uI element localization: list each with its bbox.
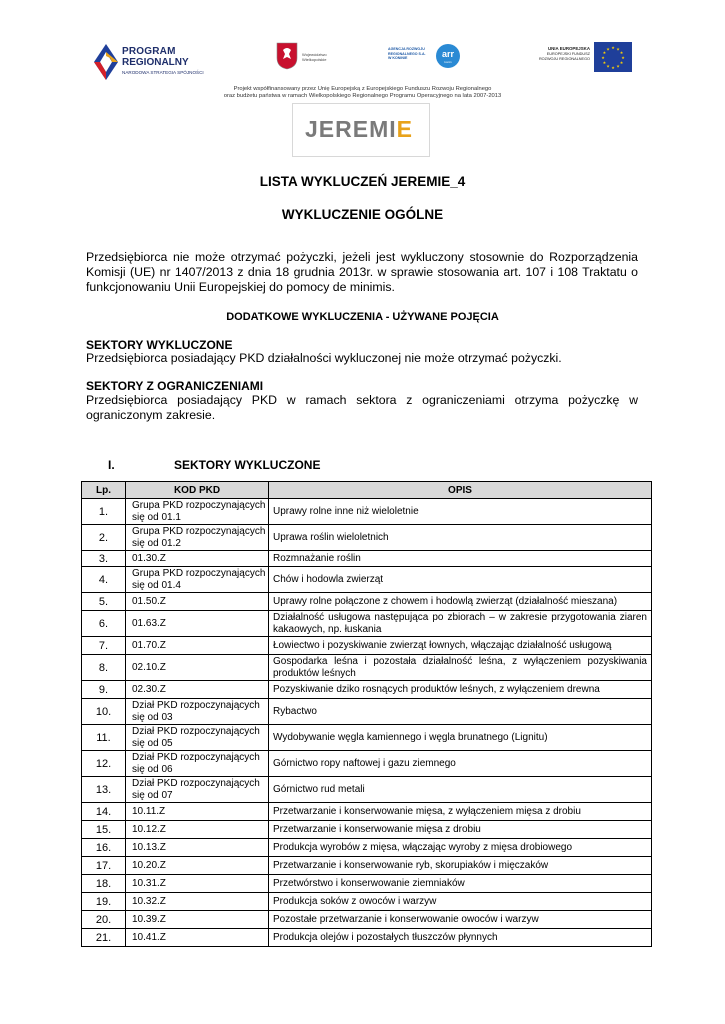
- eu-label: [520, 46, 590, 62]
- svg-text:★: ★: [602, 50, 607, 55]
- table-row: [82, 821, 652, 839]
- arr-sub-label: konin: [444, 60, 452, 64]
- row-lp: 2.: [82, 525, 126, 551]
- row-opis: Pozyskiwanie dziko rosnących produktów leśnych, z wyłączeniem drewna: [269, 681, 652, 699]
- row-opis: Rybactwo: [269, 699, 652, 725]
- row-opis: Przetwórstwo i konserwowanie ziemniaków: [269, 875, 652, 893]
- agencja-rozwoju-label: AGENCJA ROZWOJU REGIONALNEGO S.A. W KONINIE: [388, 47, 426, 61]
- excluded-sectors-text: Przedsiębiorca posiadający PKD działalności wykluczonej nie może otrzymać pożyczki.: [86, 351, 562, 365]
- row-lp: 6.: [82, 611, 126, 637]
- table-row: [82, 911, 652, 929]
- row-kod: 01.30.Z: [126, 551, 269, 567]
- table-row: [82, 875, 652, 893]
- svg-text:★: ★: [606, 46, 610, 52]
- svg-text:★: ★: [619, 60, 624, 65]
- row-lp: 17.: [82, 857, 126, 875]
- svg-text:★: ★: [606, 63, 610, 69]
- svg-text:★: ★: [611, 45, 615, 50]
- section-number: I.: [108, 458, 115, 472]
- arr-logo: [436, 44, 460, 68]
- row-opis: Gospodarka leśna i pozostała działalność leśna, z wyłączeniem pozyskiwania produktów leśnych: [269, 655, 652, 681]
- row-opis: Pozostałe przetwarzanie i konserwowanie owoców i warzyw: [269, 911, 652, 929]
- row-kod: Grupa PKD rozpoczynających się od 01.4: [126, 567, 269, 593]
- excluded-sectors-table: [81, 481, 652, 947]
- restricted-sectors-text: Przedsiębiorca posiadający PKD w ramach sektora z ograniczeniami otrzyma pożyczkę w ograniczonym zakresie.: [86, 393, 638, 423]
- jeremie-wordmark-e: E: [396, 116, 413, 142]
- row-opis: Przetwarzanie i konserwowanie mięsa, z wyłączeniem mięsa z drobiu: [269, 803, 652, 821]
- row-lp: 20.: [82, 911, 126, 929]
- table-row: [82, 777, 652, 803]
- table-row: [82, 699, 652, 725]
- row-lp: 11.: [82, 725, 126, 751]
- regionalny-label: REGIONALNY: [122, 57, 189, 68]
- row-kod: 10.12.Z: [126, 821, 269, 839]
- intro-paragraph: Przedsiębiorca nie może otrzymać pożyczki, jeżeli jest wykluczony stosownie do Rozporządzenia Komisji (UE) nr 1407/2013 z dnia 18 grudnia 2013r. w sprawie stosowania art. 107 i 108 Traktatu o funkcjonowaniu Unii Europejskiej do pomocy de minimis.: [86, 250, 638, 295]
- row-kod: Dział PKD rozpoczynających się od 07: [126, 777, 269, 803]
- row-opis: Produkcja soków z owoców i warzyw: [269, 893, 652, 911]
- row-opis: Chów i hodowla zwierząt: [269, 567, 652, 593]
- row-kod: 02.30.Z: [126, 681, 269, 699]
- excluded-sectors-heading: SEKTORY WYKLUCZONE: [86, 338, 233, 352]
- jeremie-logo: [292, 103, 430, 157]
- svg-text:★: ★: [616, 63, 620, 69]
- arr-label: arr: [441, 49, 454, 59]
- header-lp: Lp.: [82, 482, 126, 499]
- row-opis: Górnictwo ropy naftowej i gazu ziemnego: [269, 751, 652, 777]
- row-opis: Górnictwo rud metali: [269, 777, 652, 803]
- row-kod: 10.41.Z: [126, 929, 269, 947]
- wielkopolskie-label: Województwo Wielkopolskie: [302, 52, 327, 62]
- row-lp: 8.: [82, 655, 126, 681]
- row-opis: Produkcja wyrobów z mięsa, włączając wyroby z mięsa drobiowego: [269, 839, 652, 857]
- row-opis: Rozmnażanie roślin: [269, 551, 652, 567]
- row-kod: Dział PKD rozpoczynających się od 05: [126, 725, 269, 751]
- row-opis: Działalność usługowa następująca po zbiorach – w zakresie przygotowania ziaren kakaowych, np. łuskania: [269, 611, 652, 637]
- row-kod: Grupa PKD rozpoczynających się od 01.2: [126, 525, 269, 551]
- row-opis: Przetwarzanie i konserwowanie ryb, skorupiaków i mięczaków: [269, 857, 652, 875]
- jeremie-wordmark-main: JEREMI: [305, 116, 397, 142]
- table-row: [82, 611, 652, 637]
- row-lp: 13.: [82, 777, 126, 803]
- program-label: PROGRAM: [122, 46, 176, 57]
- row-kod: 10.13.Z: [126, 839, 269, 857]
- row-lp: 18.: [82, 875, 126, 893]
- restricted-sectors-heading: SEKTORY Z OGRANICZENIAMI: [86, 379, 264, 393]
- row-lp: 12.: [82, 751, 126, 777]
- table-row: [82, 893, 652, 911]
- strategy-label: NARODOWA STRATEGIA SPÓJNOŚCI: [122, 70, 204, 75]
- row-kod: Dział PKD rozpoczynających się od 03: [126, 699, 269, 725]
- table-row: [82, 525, 652, 551]
- row-lp: 3.: [82, 551, 126, 567]
- program-regionalny-emblem-icon: [92, 42, 120, 82]
- table-row: [82, 803, 652, 821]
- row-lp: 5.: [82, 593, 126, 611]
- coat-of-arms-icon: [276, 42, 298, 70]
- row-lp: 19.: [82, 893, 126, 911]
- row-kod: 01.63.Z: [126, 611, 269, 637]
- row-kod: 10.11.Z: [126, 803, 269, 821]
- row-opis: Uprawy rolne połączone z chowem i hodowlą zwierząt (działalność mieszana): [269, 593, 652, 611]
- row-kod: 10.31.Z: [126, 875, 269, 893]
- jeremie-wordmark: [305, 116, 413, 143]
- header-kod: KOD PKD: [126, 482, 269, 499]
- table-row: [82, 839, 652, 857]
- row-lp: 7.: [82, 637, 126, 655]
- row-opis: Przetwarzanie i konserwowanie mięsa z drobiu: [269, 821, 652, 839]
- row-lp: 4.: [82, 567, 126, 593]
- additional-exclusions-heading: DODATKOWE WYKLUCZENIA - UŻYWANE POJĘCIA: [226, 311, 499, 323]
- svg-text:★: ★: [616, 46, 620, 52]
- eu-logo: [530, 42, 634, 74]
- table-row: [82, 751, 652, 777]
- row-kod: 01.50.Z: [126, 593, 269, 611]
- table-row: [82, 681, 652, 699]
- row-opis: Wydobywanie węgla kamiennego i węgla brunatnego (Lignitu): [269, 725, 652, 751]
- row-opis: Produkcja olejów i pozostałych tłuszczów płynnych: [269, 929, 652, 947]
- svg-text:★: ★: [619, 50, 624, 55]
- funding-note-line2: oraz budżetu państwa w ramach Wielkopolskiego Regionalnego Programu Operacyjnego na lata 2007-2013: [223, 93, 502, 99]
- row-kod: 02.10.Z: [126, 655, 269, 681]
- eu-label-rest: EUROPEJSKI FUNDUSZ ROZWOJU REGIONALNEGO: [538, 52, 590, 61]
- table-header-row: [82, 482, 652, 499]
- table-row: [82, 551, 652, 567]
- table-row: [82, 929, 652, 947]
- table-row: [82, 593, 652, 611]
- header-opis: OPIS: [269, 482, 652, 499]
- row-lp: 21.: [82, 929, 126, 947]
- table-row: [82, 637, 652, 655]
- row-opis: Uprawa roślin wieloletnich: [269, 525, 652, 551]
- eu-flag-icon: [594, 42, 632, 72]
- row-kod: Dział PKD rozpoczynających się od 06: [126, 751, 269, 777]
- row-lp: 14.: [82, 803, 126, 821]
- svg-text:★: ★: [621, 55, 625, 60]
- row-kod: 10.32.Z: [126, 893, 269, 911]
- table-row: [82, 725, 652, 751]
- row-opis: Uprawy rolne inne niż wieloletnie: [269, 499, 652, 525]
- document-subtitle: WYKLUCZENIE OGÓLNE: [281, 207, 444, 222]
- row-lp: 15.: [82, 821, 126, 839]
- row-kod: 10.39.Z: [126, 911, 269, 929]
- svg-text:★: ★: [611, 65, 615, 70]
- table-row: [82, 655, 652, 681]
- row-lp: 1.: [82, 499, 126, 525]
- table-row: [82, 857, 652, 875]
- table-row: [82, 567, 652, 593]
- row-lp: 16.: [82, 839, 126, 857]
- document-title: LISTA WYKLUCZEŃ JEREMIE_4: [259, 174, 466, 189]
- table-row: [82, 499, 652, 525]
- row-lp: 9.: [82, 681, 126, 699]
- svg-text:★: ★: [602, 60, 607, 65]
- row-opis: Łowiectwo i pozyskiwanie zwierząt łownych, włączając działalność usługową: [269, 637, 652, 655]
- eu-label-bold: UNIA EUROPEJSKA: [547, 46, 590, 51]
- row-lp: 10.: [82, 699, 126, 725]
- row-kod: 10.20.Z: [126, 857, 269, 875]
- funding-note-line1: Projekt współfinansowany przez Unię Europejską z Europejskiego Funduszu Rozwoju Regionalnego: [233, 86, 492, 92]
- program-regionalny-logo: [92, 42, 212, 84]
- wielkopolskie-logo: [276, 42, 346, 72]
- section-title: SEKTORY WYKLUCZONE: [174, 458, 321, 472]
- row-kod: 01.70.Z: [126, 637, 269, 655]
- row-kod: Grupa PKD rozpoczynających się od 01.1: [126, 499, 269, 525]
- svg-text:★: ★: [601, 55, 605, 60]
